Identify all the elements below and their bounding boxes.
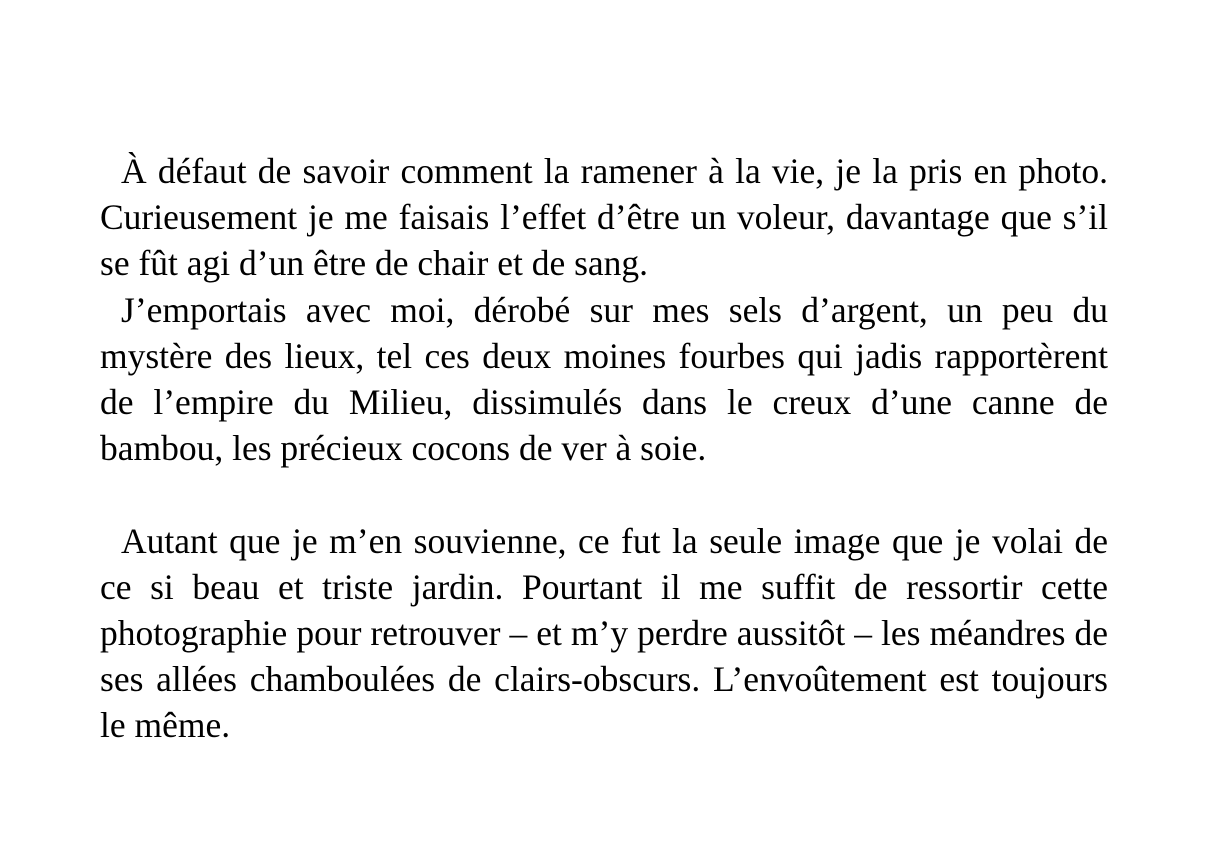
paragraph-1: À défaut de savoir comment la ramener à la vie, je la pris en photo. Curieusement je me faisais l’effet d’être un voleur, davantage que s’il se fût agi d’un être de chair et de sang. (100, 151, 1108, 284)
paragraph-spacer (100, 471, 1108, 517)
paragraph-2: J’emportais avec moi, dérobé sur mes sels d’argent, un peu du mystère des lieux, tel ces deux moines fourbes qui jadis rapportèrent de l’empire du Milieu, dissimulés dans le creux d’une canne de bambou, les précieux cocons de ver à soie. (100, 289, 1108, 469)
document-page (100, 148, 1108, 749)
paragraph-3: Autant que je m’en souvienne, ce fut la seule image que je volai de ce si beau et triste jardin. Pourtant il me suffit de ressortir cette photographie pour retrouver – et m’y perdre aussitôt – les méandres de ses allées chamboulées de clairs-obscurs. L’envoûtement est toujours le même. (100, 520, 1108, 746)
